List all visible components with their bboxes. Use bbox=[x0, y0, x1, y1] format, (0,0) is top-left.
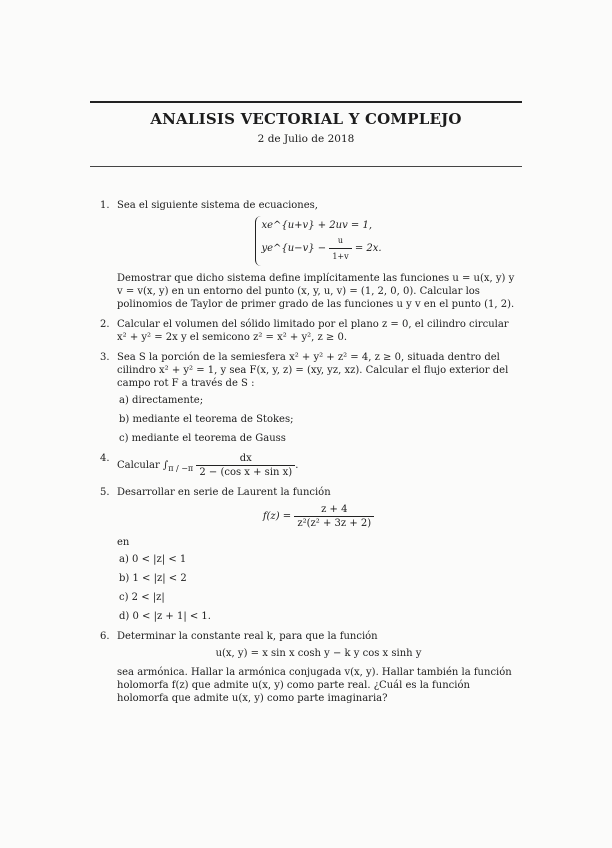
problem-number: 4. bbox=[100, 453, 110, 464]
problem-number: 5. bbox=[100, 487, 110, 498]
problem-body: Calcular el volumen del sólido limitado por el plano z = 0, el cilindro circular x² + y² = 2x y el semicono z² = x² + y², z ≥ 0. bbox=[117, 319, 509, 343]
subitem: a) 0 < |z| < 1 bbox=[119, 554, 187, 565]
problem-list bbox=[100, 199, 520, 712]
exam-title: ANALISIS VECTORIAL Y COMPLEJO bbox=[150, 110, 462, 128]
subitem: b) 1 < |z| < 2 bbox=[119, 573, 187, 584]
en-label: en bbox=[117, 537, 130, 548]
problem-number: 1. bbox=[100, 200, 110, 211]
problem-2 bbox=[100, 318, 520, 344]
harmonic-equation: u(x, y) = x sin x cosh y − k y cos x sinh y bbox=[215, 648, 422, 659]
equation-1: xe^{u+v} + 2uv = 1, bbox=[261, 220, 373, 231]
problem-body: Sea S la porción de la semiesfera x² + y² + z² = 4, z ≥ 0, situada dentro del cilindro x² + y² = 1, y sea F(x, y, z) = (xy, yz, xz). Calcular el flujo exterior del campo rot F a través de S : bbox=[117, 352, 509, 389]
top-rule bbox=[90, 101, 522, 103]
equation-system bbox=[117, 216, 520, 266]
function-definition: f(z) = $\frac{z + 4}{\text{z²(z² + 3z + 2)}}$ bbox=[117, 503, 520, 530]
problem-intro: Desarrollar en serie de Laurent la función bbox=[117, 487, 331, 498]
problem-intro: Sea el siguiente sistema de ecuaciones, bbox=[117, 200, 318, 211]
exam-date: 2 de Julio de 2018 bbox=[257, 133, 355, 145]
problem-1 bbox=[100, 199, 520, 311]
problem-body: Demostrar que dicho sistema define implícitamente las funciones u = u(x, y) y v = v(x, y) en un entorno del punto (x, y, u, v) = (1, 2, 0, 0). Calcular los polinomios de Taylor de primer grado de las funciones u y v en el punto (1, 2). bbox=[117, 273, 515, 310]
subitem: a) directamente; bbox=[119, 395, 204, 406]
problem-number: 3. bbox=[100, 352, 110, 363]
bottom-rule bbox=[90, 166, 522, 167]
problem-6 bbox=[100, 630, 520, 705]
subitem: b) mediante el teorema de Stokes; bbox=[119, 414, 294, 425]
integral-expression: Calcular $\int_{\pi / -\pi}$ $\frac{dx}{\text{2 − (cos x + sin x)}}$ . bbox=[117, 453, 299, 478]
problem-4 bbox=[100, 452, 520, 479]
problem-3 bbox=[100, 351, 520, 445]
subitem: c) mediante el teorema de Gauss bbox=[119, 433, 286, 444]
problem-body: sea armónica. Hallar la armónica conjugada v(x, y). Hallar también la función holomorfa f(z) que admite u(x, y) como parte real. ¿Cuál es la función holomorfa que admite u(x, y) como parte imaginaria? bbox=[117, 667, 512, 704]
problem-number: 2. bbox=[100, 319, 110, 330]
equation-2: ye^{u−v} − $\frac{u}{1+v}$ = 2x. bbox=[261, 233, 381, 264]
subitem: c) 2 < |z| bbox=[119, 592, 165, 603]
problem-intro: Determinar la constante real k, para que la función bbox=[117, 631, 378, 642]
problem-5 bbox=[100, 486, 520, 623]
subitem: d) 0 < |z + 1| < 1. bbox=[119, 611, 211, 622]
problem-number: 6. bbox=[100, 631, 110, 642]
